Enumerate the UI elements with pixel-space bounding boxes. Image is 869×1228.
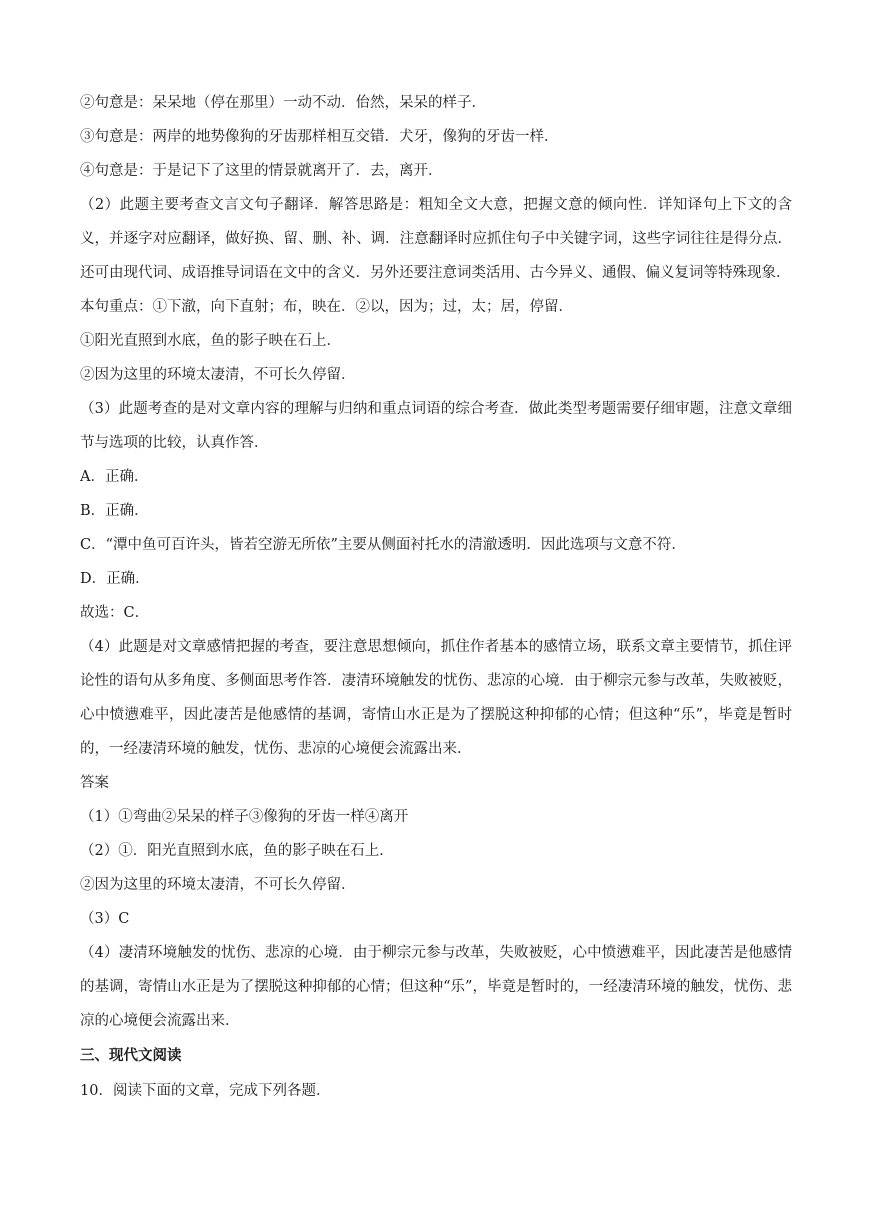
text-line: 10．阅读下面的文章，完成下列各题． [80,1083,331,1099]
text-line: ②因为这里的环境太凄清，不可长久停留． [80,877,356,893]
text-paragraph: （4）此题是对文章感情把握的考查，要注意思想倾向，抓住作者基本的感情立场，联系文章主要情节，抓住评论性的语句从多角度、多侧面思考作答．凄清环境触发的忧伤、悲凉的心境．由于柳宗元参与改革，失败被贬，心中愤懑难平，因此凄苦是他感情的基调，寄情山水正是为了摆脱这种抑郁的心情；但这种“乐”，毕竟是暂时的，一经凄清环境的触发，忧伤、悲凉的心境便会流露出来． [80,639,792,757]
text-line: ②因为这里的环境太凄清，不可长久停留． [80,367,356,383]
text-paragraph: （2）此题主要考查文言文句子翻译．解答思路是：粗知全文大意，把握文意的倾向性．详知译句上下文的含义，并逐字对应翻译，做好换、留、删、补、调．注意翻译时应抓住句子中关键字词，这些字词往往是得分点．还可由现代词、成语推导词语在文中的含义．另外还要注意词类活用、古今异义、通假、偏义复词等特殊现象． [80,197,792,281]
text-line: ②句意是：呆呆地（停在那里）一动不动．佁然，呆呆的样子． [80,95,486,111]
answer-label: 答案 [80,775,109,791]
text-line: （3）C [80,911,130,927]
text-line: C．“潭中鱼可百许头，皆若空游无所依”主要从侧面衬托水的清澈透明．因此选项与文意不符． [80,537,686,553]
text-line: ①阳光直照到水底，鱼的影子映在石上． [80,333,341,349]
text-line: （1）①弯曲②呆呆的样子③像狗的牙齿一样④离开 [80,809,409,825]
text-paragraph: （3）此题考查的是对文章内容的理解与归纳和重点词语的综合考查．做此类型考题需要仔细审题，注意文章细节与选项的比较，认真作答． [80,401,792,451]
document-page [80,86,792,1108]
text-line: 故选：C． [80,605,150,621]
text-line: B．正确． [80,503,149,519]
text-line: D．正确． [80,571,150,587]
text-line: 本句重点：①下澈，向下直射；布，映在．②以，因为；过，太；居，停留． [80,299,573,315]
text-line: A．正确． [80,469,149,485]
text-line: ③句意是：两岸的地势像狗的牙齿那样相互交错．犬牙，像狗的牙齿一样． [80,129,559,145]
section-heading: 三、现代文阅读 [80,1048,182,1064]
text-paragraph: （4）凄清环境触发的忧伤、悲凉的心境．由于柳宗元参与改革，失败被贬，心中愤懑难平，因此凄苦是他感情的基调，寄情山水正是为了摆脱这种抑郁的心情；但这种“乐”，毕竟是暂时的，一经凄清环境的触发，忧伤、悲凉的心境便会流露出来． [80,945,792,1029]
text-line: ④句意是：于是记下了这里的情景就离开了．去，离开． [80,163,443,179]
text-line: （2）①．阳光直照到水底，鱼的影子映在石上． [80,843,394,859]
